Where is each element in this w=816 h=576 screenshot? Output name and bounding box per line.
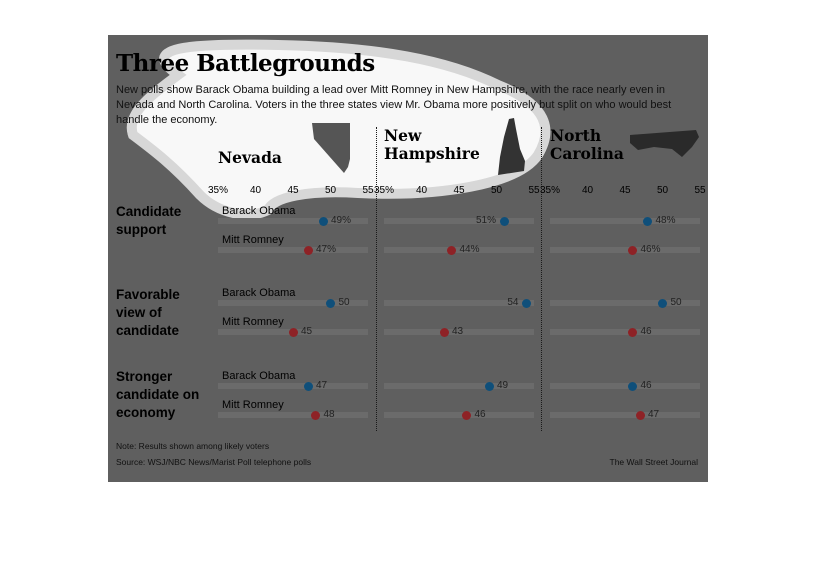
chart-note: Note: Results shown among likely voters xyxy=(116,441,270,451)
candidate-label-romney: Mitt Romney xyxy=(222,316,284,328)
value-label: 50 xyxy=(670,297,682,308)
value-label: 51% xyxy=(475,215,496,226)
value-label: 47 xyxy=(316,380,328,391)
candidate-label-obama: Barack Obama xyxy=(222,287,296,299)
value-label: 49% xyxy=(331,215,352,226)
value-track xyxy=(218,244,368,255)
value-track xyxy=(218,380,368,391)
chart-subtitle: New polls show Barack Obama building a lead over Mitt Romney in New Hampshire, with the race nearly even in Nevada and North Carolina. Voters in the three states view Mr. Obama more positively but split on who would best handle the economy. xyxy=(116,84,672,126)
romney-dot xyxy=(311,411,320,420)
value-label: 48% xyxy=(655,215,676,226)
x-tick-label: 40 xyxy=(415,185,428,196)
candidate-label-obama: Barack Obama xyxy=(222,370,296,382)
value-label: 45 xyxy=(301,326,313,337)
north-carolina-map-icon xyxy=(628,125,702,161)
chart-credit: The Wall Street Journal xyxy=(609,457,698,467)
value-track xyxy=(384,409,534,420)
x-tick-label: 45 xyxy=(619,185,631,196)
metric-label-candidate-support: Candidate support xyxy=(116,204,182,237)
value-label: 50 xyxy=(338,297,350,308)
value-track xyxy=(550,244,700,255)
obama-dot xyxy=(485,382,494,391)
value-label: 54 xyxy=(507,297,519,308)
obama-dot xyxy=(319,217,328,226)
metric-label-stronger-on-economy: Stronger candidate on economy xyxy=(116,369,200,420)
chart-panel xyxy=(108,35,708,482)
obama-dot xyxy=(326,299,335,308)
value-track xyxy=(550,326,700,337)
nevada-map-icon xyxy=(308,121,354,179)
panel-divider xyxy=(541,127,542,431)
x-tick-label: 50 xyxy=(324,185,337,196)
obama-dot xyxy=(522,299,531,308)
panel-title-new-hampshire: New Hampshire xyxy=(384,126,480,163)
candidate-label-romney: Mitt Romney xyxy=(222,234,284,246)
romney-dot xyxy=(447,246,456,255)
new-hampshire-map-icon xyxy=(494,115,534,179)
obama-dot xyxy=(643,217,652,226)
x-tick-label: 45 xyxy=(287,185,299,196)
romney-dot xyxy=(440,328,449,337)
x-tick-label: 40 xyxy=(581,185,594,196)
value-track xyxy=(550,409,700,420)
value-label: 48 xyxy=(323,409,335,420)
x-tick-label: 40 xyxy=(249,185,262,196)
value-label: 47% xyxy=(316,244,337,255)
x-tick-label: 45 xyxy=(453,185,465,196)
x-tick-label: 50 xyxy=(490,185,503,196)
metric-label-favorable-view: Favorable view of candidate xyxy=(116,287,180,338)
value-label: 47 xyxy=(648,409,660,420)
candidate-label-romney: Mitt Romney xyxy=(222,399,284,411)
candidate-label-obama: Barack Obama xyxy=(222,205,296,217)
x-tick-label: 50 xyxy=(656,185,669,196)
value-track xyxy=(550,215,700,226)
value-label: 46% xyxy=(640,244,661,255)
romney-dot xyxy=(636,411,645,420)
panel-title-nevada: Nevada xyxy=(218,148,282,167)
panel-title-north-carolina: North Carolina xyxy=(550,126,624,163)
chart-source: Source: WSJ/NBC News/Marist Poll telephone polls xyxy=(116,457,312,467)
romney-dot xyxy=(462,411,471,420)
x-tick-label: 55 xyxy=(694,185,706,196)
x-tick-label: 35% xyxy=(207,185,229,196)
romney-dot xyxy=(628,328,637,337)
value-track xyxy=(550,380,700,391)
obama-dot xyxy=(628,382,637,391)
obama-dot xyxy=(658,299,667,308)
value-label: 44% xyxy=(459,244,480,255)
value-label: 46 xyxy=(474,409,486,420)
x-tick-label: 35% xyxy=(539,185,561,196)
obama-dot xyxy=(304,382,313,391)
chart-title: Three Battlegrounds xyxy=(116,50,375,77)
value-label: 46 xyxy=(640,380,652,391)
romney-dot xyxy=(289,328,298,337)
x-tick-label: 55 xyxy=(528,185,540,196)
x-tick-label: 55 xyxy=(362,185,374,196)
x-tick-label: 35% xyxy=(373,185,395,196)
romney-dot xyxy=(304,246,313,255)
value-track xyxy=(384,380,534,391)
value-label: 43 xyxy=(452,326,464,337)
value-track xyxy=(218,409,368,420)
value-track xyxy=(384,215,534,226)
panel-divider xyxy=(376,127,377,431)
value-label: 49 xyxy=(497,380,509,391)
obama-dot xyxy=(500,217,509,226)
romney-dot xyxy=(628,246,637,255)
value-label: 46 xyxy=(640,326,652,337)
